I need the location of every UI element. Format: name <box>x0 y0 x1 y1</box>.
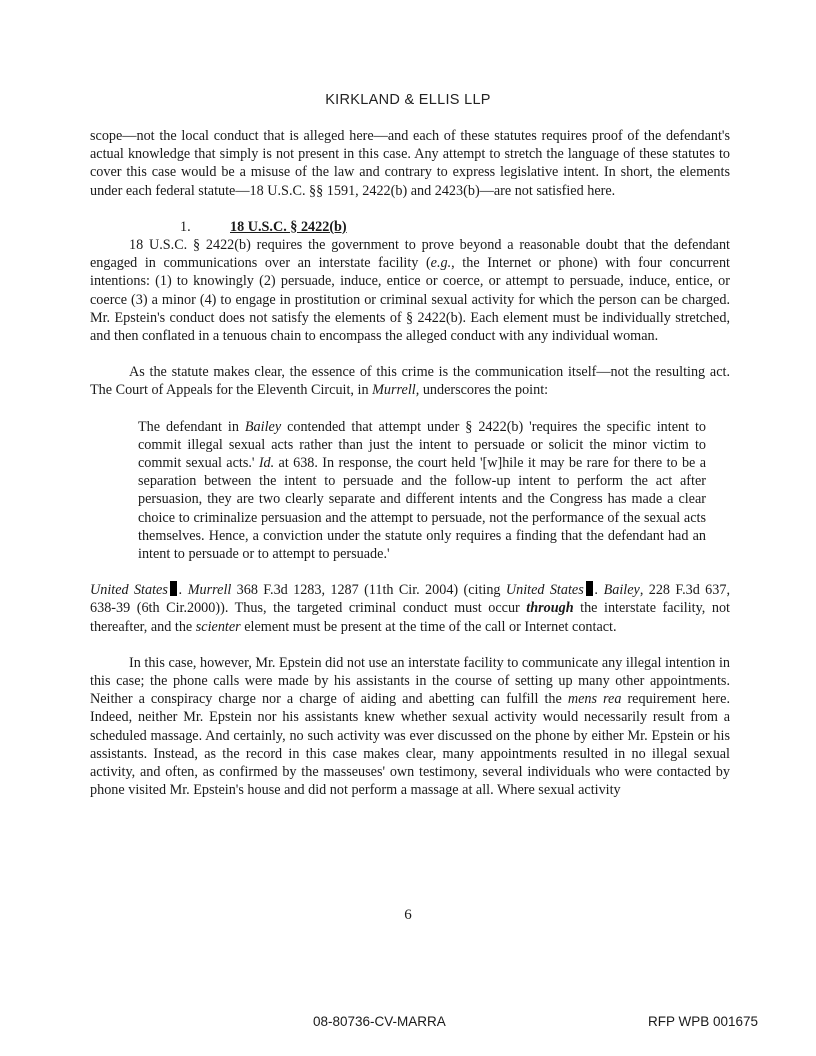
section-title: 18 U.S.C. § 2422(b) <box>230 218 347 235</box>
redaction-bar <box>586 581 593 596</box>
letterhead-firm-name: KIRKLAND & ELLIS LLP <box>325 92 491 108</box>
paragraph-communication: As the statute makes clear, the essence of this crime is the communication itself—not the resulting act. The Court of Appeals for the Eleventh Circuit, in Murrell, underscores the point: <box>90 364 730 399</box>
paragraph-intro: scope—not the local conduct that is alleged here—and each of these statutes requires proof of the defendant's actual knowledge that simply is not present in this case. Any attempt to stretch the language of these statutes to cover this case would be a misuse of the law and contrary to express legislative intent. In short, the elements under each federal statute—18 U.S.C. §§ 1591, 2422(b) and 2423(b)—are not satisfied here. <box>90 128 730 199</box>
italic-eg: e.g. <box>430 255 452 272</box>
citation-id: Id. <box>258 455 275 472</box>
redaction-bar <box>170 581 177 596</box>
block-quote: The defendant in Bailey contended that attempt under § 2422(b) 'requires the specific intent to commit illegal sexual acts rather than just the intent to persuade or solicit the minor victim to commit sexual acts.' Id. at 638. In response, the court held '[w]hile it may be rare for there to be a separation between the intent to persuade and the follow-up intent to perform the act after persuasion, they are two clearly separate and different intents and the Congress has made a clear choice to criminalize persuasion and the attempt to persuade, not the performance of the sexual acts themselves. Hence, a conviction under the statute only requires a finding that the defendant had an intent to persuade or to attempt to persuade.' <box>138 418 707 563</box>
emphasis-mens-rea: mens rea <box>567 691 622 708</box>
paragraph-citation: United States . Murrell 368 F.3d 1283, 1287 (11th Cir. 2004) (citing United States . Bailey, 228 F.3d 637, 638-39 (6th Cir.2000)). Thus, the targeted criminal conduct must occur through the interstate facility, not thereafter, and the scienter element must be present at the time of the call or Internet contact. <box>90 582 730 635</box>
footer-bates-number: RFP WPB 001675 <box>648 1014 759 1029</box>
emphasis-through: through <box>526 600 574 617</box>
paragraph-statute-elements: 18 U.S.C. § 2422(b) requires the government to prove beyond a reasonable doubt that the defendant engaged in communications over an interstate facility (e.g., the Internet or phone) with four concurrent intentions: (1) to knowingly (2) persuade, induce, entice or coerce, or attempt to persuade, induce, entice, or coerce (3) a minor (4) to engage in prostitution or criminal sexual activity for which the person can be charged. Mr. Epstein's conduct does not satisfy the elements of § 2422(b). Each element must be individually stretched, and then conflated in a tenuous chain to encompass the alleged conduct with any individual woman. <box>90 237 730 345</box>
section-number: 1. <box>180 218 191 235</box>
footer-case-number: 08-80736-CV-MARRA <box>313 1014 446 1029</box>
page-number: 6 <box>404 907 412 923</box>
section-heading <box>90 218 730 236</box>
emphasis-scienter: scienter <box>195 618 241 635</box>
case-name-bailey: Bailey <box>244 418 282 435</box>
case-name-murrell: Murrell, <box>372 382 420 399</box>
paragraph-analysis: In this case, however, Mr. Epstein did not use an interstate facility to communicate any illegal intention in this case; the phone calls were made by his assistants in the course of setting up many other appointments. Neither a conspiracy charge nor a charge of aiding and abetting can fulfill the mens rea requirement here. Indeed, neither Mr. Epstein nor his assistants knew whether sexual activity would necessarily result from a scheduled massage. And certainly, no such activity was ever discussed on the phone by either Mr. Epstein or his assistants. Instead, as the record in this case makes clear, many appointments resulted in no illegal sexual activity, and often, as confirmed by the masseuses' own testimony, several individuals who were contacted by phone visited Mr. Epstein's house and did not perform a massage at all. Where sexual activity <box>90 654 730 799</box>
document-body <box>90 127 730 800</box>
